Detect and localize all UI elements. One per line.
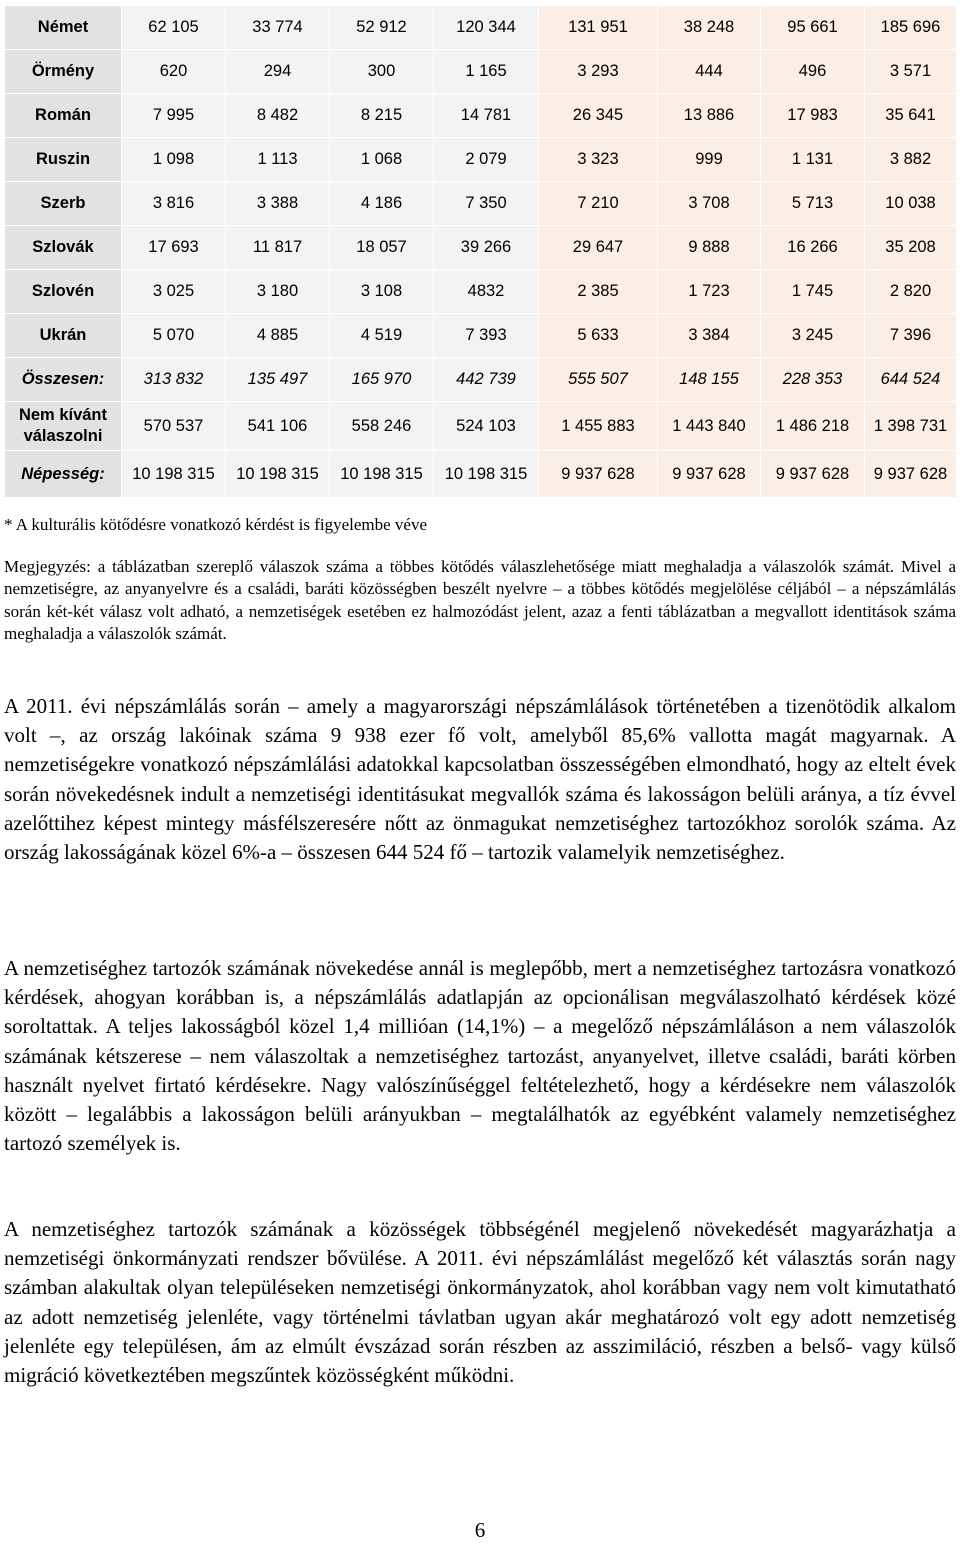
table-cell: 38 248 (658, 6, 761, 50)
table-cell: 26 345 (539, 94, 658, 138)
table-cell: 10 198 315 (330, 451, 434, 498)
table-cell: 7 995 (122, 94, 226, 138)
row-label: Ruszin (5, 138, 122, 182)
table-cell: 10 198 315 (122, 451, 226, 498)
body-paragraph: A nemzetiséghez tartozók számának a közösségek többségénél megjelenő növekedését magyarázhatja a nemzetiségi önkormányzati rendszer bővülése. A 2011. évi népszámlálást megelőző két választás során nagy számban alakultak olyan településeken nemzetiségi önkormányzatok, ahol korábban vagy nem volt kimutatható az adott nemzetiség jelenléte, vagy történelmi távlatban ugyan akár meghatározó volt egy adott nemzetiség jelenléte egy településen, ám az elmúlt évszázad során részben az asszimiláció, részben a belső- vagy külső migráció következtében megszűntek közösségként működni. (4, 1217, 956, 1388)
table-cell: 17 983 (761, 94, 865, 138)
table-cell: 35 641 (865, 94, 957, 138)
table-cell: 52 912 (330, 6, 434, 50)
table-cell: 9 937 628 (761, 451, 865, 498)
table-cell: 10 198 315 (434, 451, 539, 498)
table-cell: 35 208 (865, 226, 957, 270)
table-cell: 120 344 (434, 6, 539, 50)
table-cell: 3 108 (330, 270, 434, 314)
table-row (5, 138, 957, 182)
table-cell: 7 210 (539, 182, 658, 226)
row-label: Szerb (5, 182, 122, 226)
table-cell: 165 970 (330, 358, 434, 402)
row-label: Nem kívánt válaszolni (5, 402, 122, 451)
row-label: Örmény (5, 50, 122, 94)
table-cell: 185 696 (865, 6, 957, 50)
table-cell: 4832 (434, 270, 539, 314)
table-cell: 228 353 (761, 358, 865, 402)
table-cell: 999 (658, 138, 761, 182)
table-cell: 14 781 (434, 94, 539, 138)
table-cell: 300 (330, 50, 434, 94)
table-cell: 3 293 (539, 50, 658, 94)
row-label: Ukrán (5, 314, 122, 358)
table-cell: 1 398 731 (865, 402, 957, 451)
table-cell: 9 937 628 (539, 451, 658, 498)
table-cell: 1 113 (226, 138, 330, 182)
table-cell: 18 057 (330, 226, 434, 270)
table-cell: 294 (226, 50, 330, 94)
table-cell: 2 820 (865, 270, 957, 314)
table-remark: Megjegyzés: a táblázatban szereplő válaszok száma a többes kötődés válaszlehetősége miatt meghaladja a válaszolók számát. Mivel a nemzetiségre, az anyanyelvre és a családi, baráti közösségben beszélt nyelvre – a többes kötődés megjelölése céljából – a népszámlálás során két-két válasz volt adható, a nemzetiségek esetében ez halmozódást jelent, azaz a fenti táblázatban a megvallott identitások száma meghaladja a válaszolók számát. (4, 557, 956, 644)
table-cell: 3 816 (122, 182, 226, 226)
nationality-table (4, 5, 957, 498)
table-cell: 313 832 (122, 358, 226, 402)
table-footnote: * A kulturális kötődésre vonatkozó kérdést is figyelembe véve (4, 515, 428, 534)
table-row (5, 270, 957, 314)
table-row (5, 94, 957, 138)
table-cell: 1 443 840 (658, 402, 761, 451)
table-cell: 644 524 (865, 358, 957, 402)
table-cell: 9 937 628 (658, 451, 761, 498)
population-row (5, 451, 957, 498)
table-cell: 3 388 (226, 182, 330, 226)
table-cell: 4 885 (226, 314, 330, 358)
table-cell: 8 215 (330, 94, 434, 138)
table-row (5, 226, 957, 270)
table-cell: 496 (761, 50, 865, 94)
table-cell: 9 888 (658, 226, 761, 270)
row-label: Német (5, 6, 122, 50)
table-cell: 62 105 (122, 6, 226, 50)
table-cell: 1 455 883 (539, 402, 658, 451)
table-cell: 620 (122, 50, 226, 94)
row-label: Szlovák (5, 226, 122, 270)
table-cell: 3 882 (865, 138, 957, 182)
table-cell: 10 038 (865, 182, 957, 226)
table-cell: 29 647 (539, 226, 658, 270)
table-cell: 11 817 (226, 226, 330, 270)
page-number: 6 (474, 1518, 486, 1542)
table-cell: 9 937 628 (865, 451, 957, 498)
table-cell: 3 571 (865, 50, 957, 94)
table-row (5, 6, 957, 50)
total-row (5, 358, 957, 402)
table-cell: 442 739 (434, 358, 539, 402)
table-cell: 3 708 (658, 182, 761, 226)
table-cell: 570 537 (122, 402, 226, 451)
table-cell: 1 068 (330, 138, 434, 182)
table-cell: 10 198 315 (226, 451, 330, 498)
table-cell: 3 245 (761, 314, 865, 358)
table-cell: 444 (658, 50, 761, 94)
row-label: Összesen: (5, 358, 122, 402)
table-cell: 1 486 218 (761, 402, 865, 451)
table-cell: 13 886 (658, 94, 761, 138)
table-cell: 1 745 (761, 270, 865, 314)
table-cell: 5 633 (539, 314, 658, 358)
table-cell: 1 165 (434, 50, 539, 94)
table-row (5, 314, 957, 358)
table-cell: 1 131 (761, 138, 865, 182)
table-row (5, 182, 957, 226)
table-cell: 131 951 (539, 6, 658, 50)
table-cell: 1 098 (122, 138, 226, 182)
row-label: Szlovén (5, 270, 122, 314)
table-cell: 5 070 (122, 314, 226, 358)
table-cell: 17 693 (122, 226, 226, 270)
table-cell: 541 106 (226, 402, 330, 451)
table-cell: 16 266 (761, 226, 865, 270)
body-paragraph: A nemzetiséghez tartozók számának növekedése annál is meglepőbb, mert a nemzetiséghez tartozásra vonatkozó kérdések, ahogyan korábban is, a népszámlálás adatlapján az opcionálisan megválaszolható kérdések közé soroltattak. A teljes lakosságból közel 1,4 millióan (14,1%) – a megelőző népszámláláson a nem válaszolók számának kétszerese – nem válaszoltak a nemzetiséghez tartozást, anyanyelvet, illetve családi, baráti körben használt nyelvet firtató kérdésekre. Nagy valószínűséggel feltételezhető, hogy a kérdésekre nem válaszolók között – legalábbis a lakosságon belüli arányukban – megtalálhatók az egyébként valamely nemzetiséghez tartozó személyek is. (4, 956, 956, 1156)
table-cell: 558 246 (330, 402, 434, 451)
table-cell: 95 661 (761, 6, 865, 50)
body-paragraph: A 2011. évi népszámlálás során – amely a magyarországi népszámlálások történetében a tizenötödik alkalom volt –, az ország lakóinak száma 9 938 ezer fő volt, amelyből 85,6% vallotta magát magyarnak. A nemzetiségekre vonatkozó népszámlálási adatokkal kapcsolatban összességében elmondható, hogy az eltelt évek során növekedésnek indult a nemzetiségi identitásukat megvallók száma és lakosságon belüli aránya, a tíz évvel azelőttihez képest mintegy másfélszeresére nőtt az önmagukat nemzetiséghez tartozókhoz sorolók száma. Az ország lakosságának közel 6%-a – összesen 644 524 fő – tartozik valamelyik nemzetiséghez. (4, 694, 956, 865)
table-cell: 3 384 (658, 314, 761, 358)
table-cell: 2 079 (434, 138, 539, 182)
table-cell: 148 155 (658, 358, 761, 402)
table-cell: 7 396 (865, 314, 957, 358)
no-answer-row (5, 402, 957, 451)
table-cell: 1 723 (658, 270, 761, 314)
table-row (5, 50, 957, 94)
table-cell: 3 323 (539, 138, 658, 182)
table-cell: 524 103 (434, 402, 539, 451)
table-cell: 4 519 (330, 314, 434, 358)
table-cell: 3 025 (122, 270, 226, 314)
table-cell: 7 393 (434, 314, 539, 358)
table-cell: 555 507 (539, 358, 658, 402)
table-cell: 33 774 (226, 6, 330, 50)
table-cell: 7 350 (434, 182, 539, 226)
table-cell: 3 180 (226, 270, 330, 314)
table-cell: 135 497 (226, 358, 330, 402)
row-label: Népesség: (5, 451, 122, 498)
table-cell: 8 482 (226, 94, 330, 138)
table-cell: 39 266 (434, 226, 539, 270)
table-cell: 4 186 (330, 182, 434, 226)
table-cell: 2 385 (539, 270, 658, 314)
row-label: Román (5, 94, 122, 138)
table-cell: 5 713 (761, 182, 865, 226)
